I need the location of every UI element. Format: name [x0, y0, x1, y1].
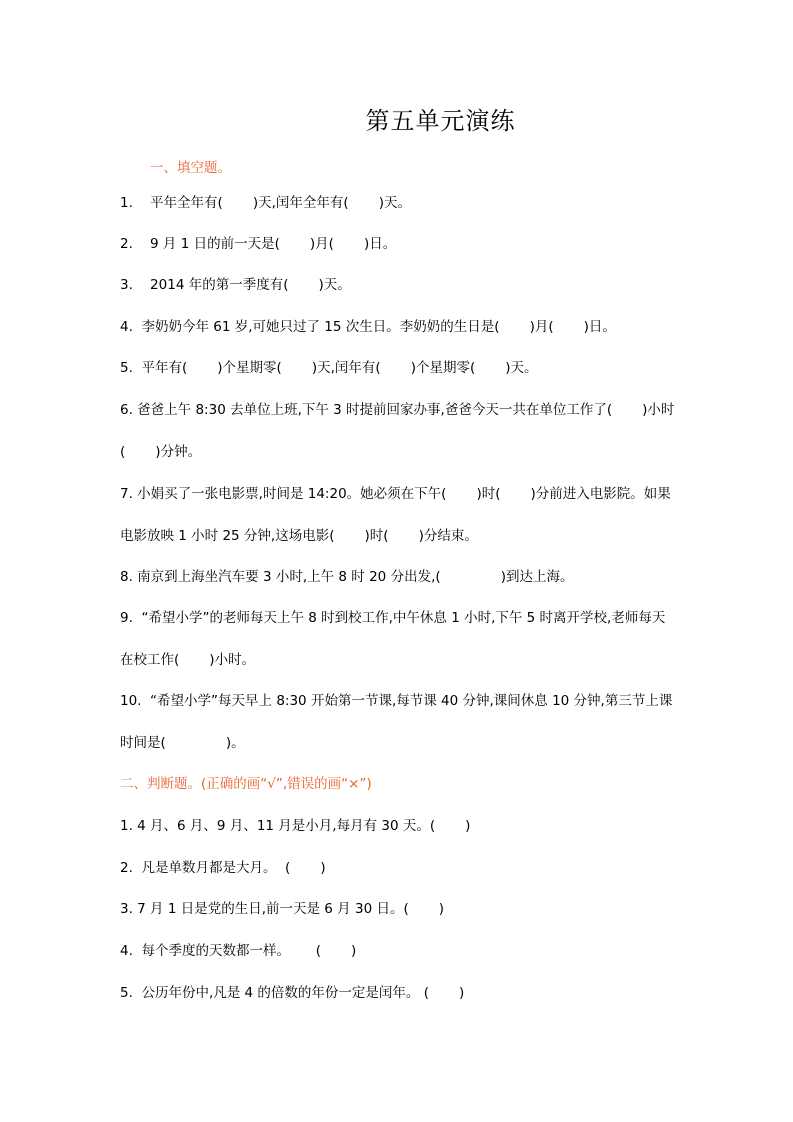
section-header-fill-blank: 一、填空题。 — [150, 160, 231, 176]
question-1-10: 10. “希望小学”每天早上 8:30 开始第一节课,每节课 40 分钟,课间休息 10 分钟,第三节上课 — [120, 693, 673, 709]
question-1-4: 4. 李奶奶今年 61 岁,可她只过了 15 次生日。李奶奶的生日是( )月( )日。 — [120, 319, 616, 335]
question-1-6-continued: ( )分钟。 — [120, 444, 202, 460]
question-1-7-continued: 电影放映 1 小时 25 分钟,这场电影( )时( )分结束。 — [120, 528, 478, 544]
question-1-10-continued: 时间是( )。 — [120, 735, 245, 751]
question-2-1: 1. 4 月、6 月、9 月、11 月是小月,每月有 30 天。( ) — [120, 818, 471, 834]
question-2-4: 4. 每个季度的天数都一样。 ( ) — [120, 943, 357, 959]
question-1-7: 7. 小娟买了一张电影票,时间是 14:20。她必须在下午( )时( )分前进入电影院。如果 — [120, 486, 671, 502]
question-1-3: 3. 2014 年的第一季度有( )天。 — [120, 277, 351, 293]
question-1-6: 6. 爸爸上午 8:30 去单位上班,下午 3 时提前回家办事,爸爸今天一共在单位工作了( )小时 — [120, 402, 675, 418]
question-1-2: 2. 9 月 1 日的前一天是( )月( )日。 — [120, 236, 397, 252]
question-2-5: 5. 公历年份中,凡是 4 的倍数的年份一定是闰年。 ( ) — [120, 985, 465, 1001]
question-1-9-continued: 在校工作( )小时。 — [120, 652, 256, 668]
question-1-8: 8. 南京到上海坐汽车要 3 小时,上午 8 时 20 分出发,( )到达上海。 — [120, 569, 574, 585]
section-header-true-false: 二、判断题。(正确的画“√”,错误的画“×”) — [120, 776, 372, 792]
page-title: 第五单元演练 — [365, 107, 516, 135]
question-2-2: 2. 凡是单数月都是大月。 ( ) — [120, 860, 326, 876]
question-1-5: 5. 平年有( )个星期零( )天,闰年有( )个星期零( )天。 — [120, 360, 538, 376]
question-1-9: 9. “希望小学”的老师每天上午 8 时到校工作,中午休息 1 小时,下午 5 时离开学校,老师每天 — [120, 610, 666, 626]
question-2-3: 3. 7 月 1 日是党的生日,前一天是 6 月 30 日。( ) — [120, 901, 445, 917]
question-1-1: 1. 平年全年有( )天,闰年全年有( )天。 — [120, 195, 411, 211]
